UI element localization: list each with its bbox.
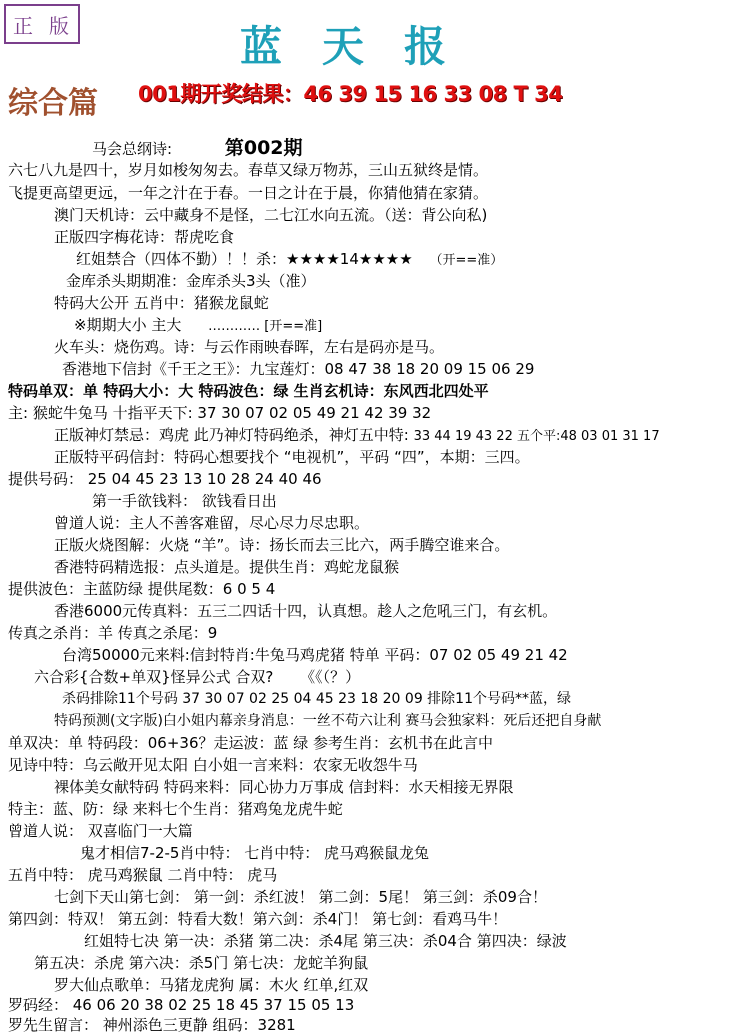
text-line: 澳门天机诗：云中藏身不是怪，二七江水向五流。（送：背公向私) [54, 206, 488, 224]
line-note: ………… [开==准] [208, 319, 323, 334]
text-line: 正版四字梅花诗：帮虎吃食 [54, 228, 235, 246]
text-line: 第一手欲钱料： 欲钱看日出 [92, 492, 277, 510]
text-line: 罗先生留言： 神州添色三更静 组码：3281 [8, 1016, 296, 1034]
text-line: 六七八九是四十，岁月如梭匆匆去。春草又绿万物苏，三山五狱终是情。 [8, 161, 489, 179]
text-line: 五肖中特： 虎马鸡猴鼠 二肖中特： 虎马 [8, 866, 278, 884]
line-note: 《《（？） [300, 668, 361, 686]
text-line: 曾道人说： 双喜临门一大篇 [8, 822, 193, 840]
line-text: 红姐禁合（四体不勤）！！杀：★★★★14★★★★ [76, 250, 413, 268]
text-line: 香港地下信封《千王之王》：九宝莲灯：08 47 38 18 20 09 15 06 29 [62, 360, 535, 378]
text-line: 杀码排除11个号码 37 30 07 02 25 04 45 23 18 20 09 排除11个号码**蓝，绿 [62, 691, 571, 707]
text-line: 第五决：杀虎 第六决：杀5门 第七决：龙蛇羊狗鼠 [34, 954, 369, 972]
line-note: 33 44 19 43 22 五个平:48 03 01 31 17 [413, 429, 660, 444]
text-line [54, 425, 660, 447]
stamp-char-left: 正 [13, 13, 35, 38]
text-line [76, 249, 503, 271]
genuine-stamp [4, 4, 80, 44]
line-text: 正版神灯禁忌：鸡虎 此乃神灯特码绝杀，神灯五中特: [54, 426, 409, 444]
text-line: 罗大仙点歌单：马猪龙虎狗 属：木火 红单,红双 [54, 976, 369, 994]
text-line: 火车头：烧伤鸡。诗：与云作雨映春晖，左右是码亦是马。 [54, 338, 445, 356]
text-line: 飞提更高望更远，一年之汁在于春。一日之计在于晨，你猜他猜在家猜。 [8, 184, 489, 202]
text-line: 七剑下天山第七剑： 第一剑：杀红波！ 第二剑：5尾！ 第三剑：杀09合！ [54, 888, 547, 906]
text-line: 特码大公开 五肖中：猪猴龙鼠蛇 [54, 294, 269, 312]
section-heading: 综合篇 [8, 86, 98, 121]
text-line: 第四剑：特双！ 第五剑：特看大数！第六剑：杀4门！ 第七剑：看鸡马牛！ [8, 910, 508, 928]
text-line: 见诗中特：乌云敞开见太阳 白小姐一言来料：农家无收怨牛马 [8, 756, 418, 774]
text-line: 特主：蓝、防：绿 来料七个生肖：猪鸡兔龙虎牛蛇 [8, 800, 343, 818]
text-line: 金库杀头期期准：金库杀头3头（准） [66, 272, 316, 290]
text-line: 传真之杀肖：羊 传真之杀尾：9 [8, 624, 218, 642]
text-line: 提供波色：主蓝防绿 提供尾数：6 0 5 4 [8, 580, 276, 598]
text-line: 台湾50000元来料:信封特肖:牛兔马鸡虎猪 特单 平码：07 02 05 49 21 42 [62, 646, 568, 664]
text-line: 曾道人说：主人不善客难留，尽心尽力尽忠职。 [54, 514, 370, 532]
text-line: 正版特平码信封：特码心想要找个 “电视机”，平码 “四”，本期：三四。 [54, 448, 530, 466]
line-text: ※期期大小 主大 [74, 316, 182, 334]
text-line: 单双决：单 特码段：06+36？走运波：蓝 绿 参考生肖：玄机书在此言中 [8, 734, 494, 752]
text-line: 特码预测(文字版)白小姐内幕亲身消息：一丝不苟六让利 赛马会独家料：死后还把自身献 [54, 713, 602, 729]
draw-result: 001期开奖结果：46 39 15 16 33 08 T 34 [138, 82, 563, 106]
text-line [92, 138, 303, 159]
text-line: 特码单双：单 特码大小：大 特码波色：绿 生肖玄机诗：东风西北四处平 [8, 382, 489, 400]
text-line: 香港6000元传真料：五三二四话十四，认真想。趁人之危吼三门，有玄机。 [54, 602, 558, 620]
text-line: 裸体美女献特码 特码来料：同心协力万事成 信封料：水天相接无界限 [54, 778, 514, 796]
line-note: （开==准） [429, 253, 504, 268]
line-text: 马会总纲诗: [92, 140, 173, 158]
text-line [74, 315, 322, 337]
issue-number: 第002期 [224, 137, 303, 159]
text-line: 提供号码： 25 04 45 23 13 10 28 24 40 46 [8, 470, 322, 488]
text-line: 主: 猴蛇牛兔马 十指平天下: 37 30 07 02 05 49 21 42 39 32 [8, 404, 432, 422]
text-line: 红姐特七决 第一决：杀猪 第二决：杀4尾 第三决：杀04合 第四决：绿波 [84, 932, 567, 950]
text-line: 鬼才相信7-2-5肖中特： 七肖中特： 虎马鸡猴鼠龙兔 [80, 844, 429, 862]
stamp-char-right: 版 [49, 13, 71, 38]
page-title: 蓝天报 [240, 22, 487, 71]
text-line: 罗码经： 46 06 20 38 02 25 18 45 37 15 05 13 [8, 996, 355, 1014]
text-line: 香港特码精选报：点头道是。提供生肖：鸡蛇龙鼠猴 [54, 558, 400, 576]
line-text: 六合彩{合数+单双}怪异公式 合双? [34, 668, 274, 686]
text-line [34, 667, 360, 687]
text-line: 正版火烧图解：火烧 “羊”。诗：扬长而去三比六，两手腾空谁来合。 [54, 536, 510, 554]
